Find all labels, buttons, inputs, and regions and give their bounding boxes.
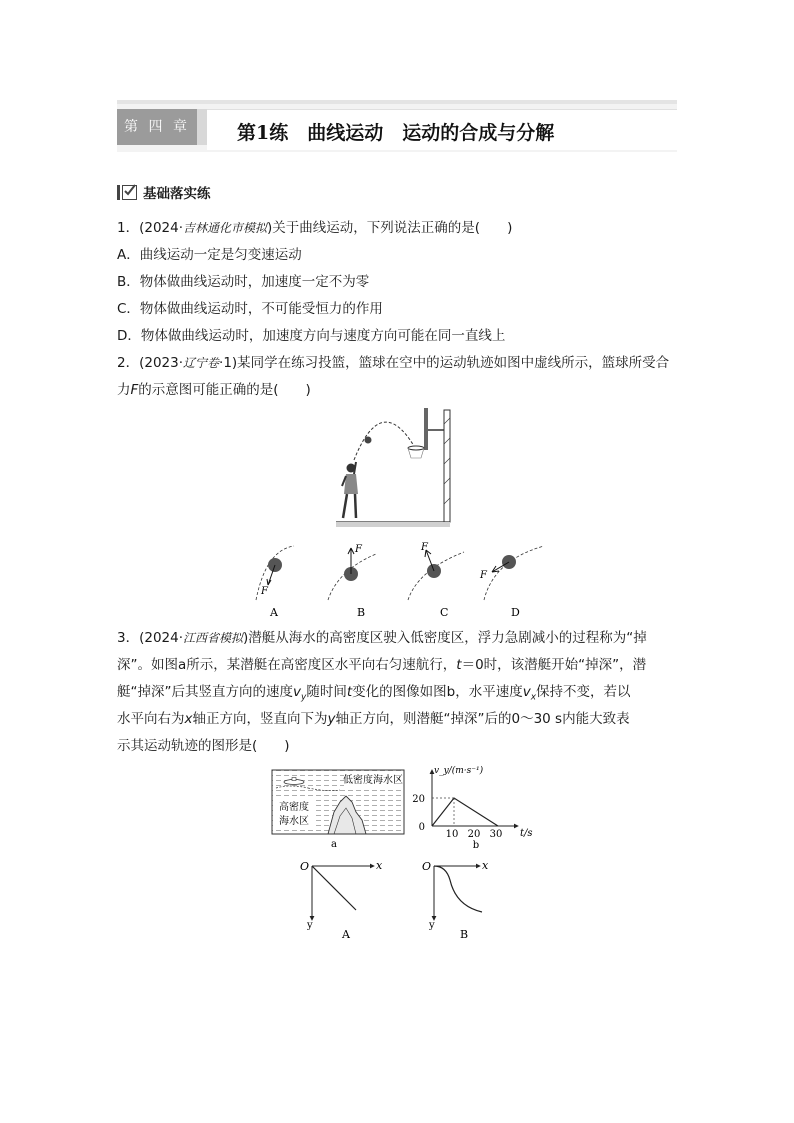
text-run: t bbox=[456, 657, 462, 673]
q2-stem-line2 bbox=[117, 380, 311, 400]
chart-marks bbox=[432, 798, 498, 826]
q3-stem-line2 bbox=[117, 655, 646, 675]
text-run: y bbox=[327, 711, 336, 727]
force-options-figure bbox=[248, 540, 548, 620]
chart-xtick-30: 30 bbox=[489, 829, 503, 840]
high-density-label-2: 海水区 bbox=[279, 816, 309, 827]
text-run: 变化的图像如图b，水平速度 bbox=[352, 684, 523, 700]
figure-b-caption: b bbox=[472, 840, 480, 851]
option-b-x-axis-label: x bbox=[482, 859, 489, 872]
force-option-d bbox=[479, 546, 544, 619]
text-run: ＝0时，该潜艇开始“掉深”，潜 bbox=[461, 657, 647, 673]
figure-a-caption: a bbox=[331, 839, 337, 850]
ground bbox=[336, 522, 450, 527]
page-title: 第1练 曲线运动 运动的合成与分解 bbox=[237, 122, 555, 144]
chart-xtick-20: 20 bbox=[467, 829, 481, 840]
q1-option-d: D．物体做曲线运动时，加速度方向与速度方向可能在同一直线上 bbox=[117, 328, 506, 344]
q3-stem-line3 bbox=[117, 682, 631, 708]
hoop bbox=[408, 446, 424, 458]
text-run: )关于曲线运动，下列说法正确的是( ) bbox=[267, 220, 513, 236]
text-run: 辽宁卷 bbox=[183, 356, 220, 370]
section-label: 基础落实练 bbox=[143, 186, 211, 202]
text-run: 深”。如图a所示，某潜艇在高密度区水平向右匀速航行， bbox=[117, 657, 457, 673]
force-option-a bbox=[256, 546, 294, 619]
option-b-caption: B bbox=[459, 928, 469, 941]
header-top-rule bbox=[117, 100, 677, 104]
text-run: 保持不变，若以 bbox=[536, 684, 631, 700]
text-run: 力 bbox=[117, 382, 131, 398]
q1-option-c: C．物体做曲线运动时，不可能受恒力的作用 bbox=[117, 301, 383, 317]
q3-stem-line5 bbox=[117, 736, 290, 756]
option-a-x-axis-label: x bbox=[376, 859, 383, 872]
text-run: 轴正方向，则潜艇“掉深”后的0～30 s内能大致表 bbox=[335, 711, 630, 727]
text-run: )潜艇从海水的高密度区驶入低密度区，浮力急剧减小的过程称为“掉 bbox=[243, 630, 647, 646]
chapter-header bbox=[117, 100, 677, 152]
text-run: 示其运动轨迹的图形是( ) bbox=[117, 738, 290, 754]
text-run: 2．(2023· bbox=[117, 355, 184, 371]
option-label-a: A bbox=[270, 606, 278, 619]
low-density-label: 低密度海水区 bbox=[343, 775, 403, 786]
section-bar-icon bbox=[117, 185, 120, 200]
option-a-y-axis-label: y bbox=[307, 920, 313, 931]
text-run: x bbox=[530, 692, 537, 703]
force-label-c: F bbox=[421, 542, 428, 553]
text-run: v bbox=[293, 684, 301, 700]
checkbox-icon bbox=[122, 185, 137, 200]
text-run: 轴正方向，竖直向下为 bbox=[192, 711, 328, 727]
chart-ytick-20: 20 bbox=[412, 794, 425, 805]
option-label-b: B bbox=[357, 606, 366, 619]
text-run: 水平向右为 bbox=[117, 711, 185, 727]
ball-trajectory bbox=[354, 422, 414, 460]
figure-a-sea-regions bbox=[268, 768, 408, 850]
chart-origin-label: 0 bbox=[418, 822, 425, 833]
checkmark-icon bbox=[122, 183, 137, 198]
chart-xlabel: t/s bbox=[520, 828, 533, 839]
title-box bbox=[207, 109, 677, 150]
text-run: ·1)某同学在练习投篮，篮球在空中的运动轨迹如图中虚线所示，篮球所受合 bbox=[219, 355, 670, 371]
backboard bbox=[424, 408, 428, 450]
high-density-label-1: 高密度 bbox=[279, 802, 309, 813]
vy-series-line bbox=[432, 798, 498, 826]
text-run: y bbox=[301, 692, 307, 703]
text-run: x bbox=[184, 711, 193, 727]
option-b-y-axis-label: y bbox=[429, 920, 435, 931]
text-run: v bbox=[522, 684, 531, 700]
text-run: F bbox=[130, 382, 139, 398]
force-label-a: F bbox=[261, 586, 268, 597]
force-option-c bbox=[408, 542, 464, 619]
text-run: t bbox=[346, 684, 353, 700]
option-a-origin: O bbox=[300, 860, 310, 873]
header-notch bbox=[197, 109, 207, 145]
text-run: 随时间 bbox=[306, 684, 347, 700]
curved-trajectory bbox=[434, 866, 482, 912]
chart-xtick-10: 10 bbox=[445, 829, 459, 840]
player bbox=[342, 462, 358, 518]
chapter-label: 第 四 章 bbox=[117, 109, 197, 145]
text-run: 3．(2024· bbox=[117, 630, 184, 646]
text-run: 1．(2024· bbox=[117, 220, 184, 236]
chart-ylabel: v_y/(m·s⁻¹) bbox=[434, 766, 484, 776]
text-run: 江西省模拟 bbox=[183, 631, 244, 645]
wall bbox=[444, 410, 450, 522]
q2-stem-line1 bbox=[117, 353, 669, 373]
option-b-origin: O bbox=[422, 860, 432, 873]
text-run: 吉林通化市模拟 bbox=[183, 221, 268, 235]
q1-option-a: A．曲线运动一定是匀变速运动 bbox=[117, 247, 302, 263]
trajectory-option-b bbox=[418, 856, 518, 942]
section-heading bbox=[117, 182, 211, 202]
force-option-b bbox=[328, 544, 376, 619]
option-label-d: D bbox=[511, 606, 520, 619]
q1-option-b: B．物体做曲线运动时，加速度一定不为零 bbox=[117, 274, 370, 290]
q3-stem-line4 bbox=[117, 709, 630, 729]
text-run: 艇“掉深”后其竖直方向的速度 bbox=[117, 684, 293, 700]
q1-stem bbox=[117, 218, 512, 238]
q3-stem-line1 bbox=[117, 628, 647, 648]
force-label-b: F bbox=[355, 544, 362, 555]
option-a-caption: A bbox=[342, 928, 350, 941]
force-label-d: F bbox=[480, 570, 487, 581]
straight-trajectory bbox=[312, 866, 356, 910]
text-run: 的示意图可能正确的是( ) bbox=[138, 382, 311, 398]
trajectory-option-a bbox=[290, 856, 390, 942]
basketball bbox=[365, 437, 372, 444]
basketball-scene-figure bbox=[336, 404, 460, 528]
figure-b-vy-t-chart bbox=[412, 764, 533, 851]
option-label-c: C bbox=[440, 606, 449, 619]
